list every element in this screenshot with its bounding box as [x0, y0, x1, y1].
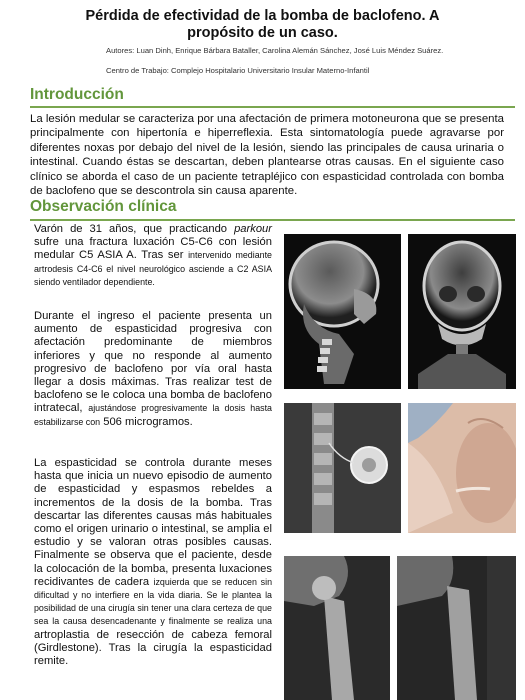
history-text-b: sufre una fractura luxación C5-C6 con lesión medular C5 ASIA A. Tras ser — [34, 236, 272, 262]
evolution-small-text: izquierda que se reducen sin dificultad y no interfiere en la vida diaria. Se le plantea la posibilidad de una cirugía sin tener una clara certeza de que sea la causa desencadenante y finalmente se realiza una — [34, 576, 272, 627]
authors-line: Autores: Luan Dinh, Enrique Bárbara Bataller, Carolina Alemán Sánchez, José Luis Méndez Suárez. — [106, 46, 444, 55]
lateral-skull-xray-image — [284, 234, 401, 389]
evolution-text-b: artroplastia de resección de cabeza femoral (Girdlestone). Tras la cirugía la espasticidad remite. — [34, 628, 272, 668]
observation-rule — [30, 219, 515, 221]
hip-xray-right-image — [397, 556, 516, 700]
admission-small-text: ajustándose progresivamente la dosis hasta estabilizarse con — [34, 403, 272, 427]
history-small-text: intervenido mediante artrodesis C4-C6 el nivel neurológico asciende a C2 ASIA siendo ventilador dependiente. — [34, 250, 272, 287]
work-center-line: Centro de Trabajo: Complejo Hospitalario Universitario Insular Materno-Infantil — [106, 66, 370, 75]
history-italic: parkour — [234, 223, 272, 235]
history-text-a: Varón de 31 años, que practicando — [34, 223, 235, 235]
hip-xray-left-image — [284, 556, 390, 700]
abdominal-xray-pump-image — [284, 403, 401, 533]
paragraph-history — [34, 223, 272, 289]
paragraph-evolution — [34, 457, 272, 700]
title-line-1: Pérdida de efectividad de la bomba de baclofeno. A — [85, 8, 440, 24]
admission-text-b: 506 microgramos. — [100, 415, 193, 428]
hip-scar-photo-image — [408, 403, 516, 533]
intro-paragraph: La lesión medular se caracteriza por una afectación de primera motoneurona que se presenta principalmente con hipertonía e hiperreflexia. Esta sintomatología puede agravarse por diferentes noxas por debajo del nivel de la lesión, siendo las principales de causa urinaria o intestinal. Cuando éstas se descartan, deben plantearse otras causas. En el siguiente caso clínico se aborda el caso de un paciente tetrapléjico con espasticidad controlada con bomba de baclofeno que se descontrola sin causa aparente. — [30, 113, 504, 198]
frontal-skull-xray-image — [408, 234, 516, 389]
intro-rule — [30, 106, 515, 108]
admission-text-a: Durante el ingreso el paciente presenta un aumento de espasticidad progresiva con afectación predominante de miembros inferiores y que no responde al aumento progresivo de baclofeno por vía oral hasta llegar a dosis máximas. Tras realizar test de baclofeno se le coloca una bomba de baclofeno intratecal, — [34, 310, 272, 415]
intro-heading: Introducción — [30, 86, 124, 103]
paragraph-admission — [34, 310, 272, 429]
evolution-text-a: La espasticidad se controla durante meses hasta que inicia un nuevo episodio de aumento de espasticidad y espasmos rebeldes a incrementos de la dosis de la bomba. Tras descartar las diferentes causas más habituales como el origen urinario o intestinal, se amplia el estudio y se valoran otras posibles causas. Finalmente se observa que el paciente, desde la colocación de la bomba, presenta luxaciones recidivantes de cadera — [34, 457, 272, 588]
poster-title — [0, 8, 525, 42]
observation-heading: Observación clínica — [30, 198, 177, 215]
title-line-2: propósito de un caso. — [187, 25, 338, 41]
